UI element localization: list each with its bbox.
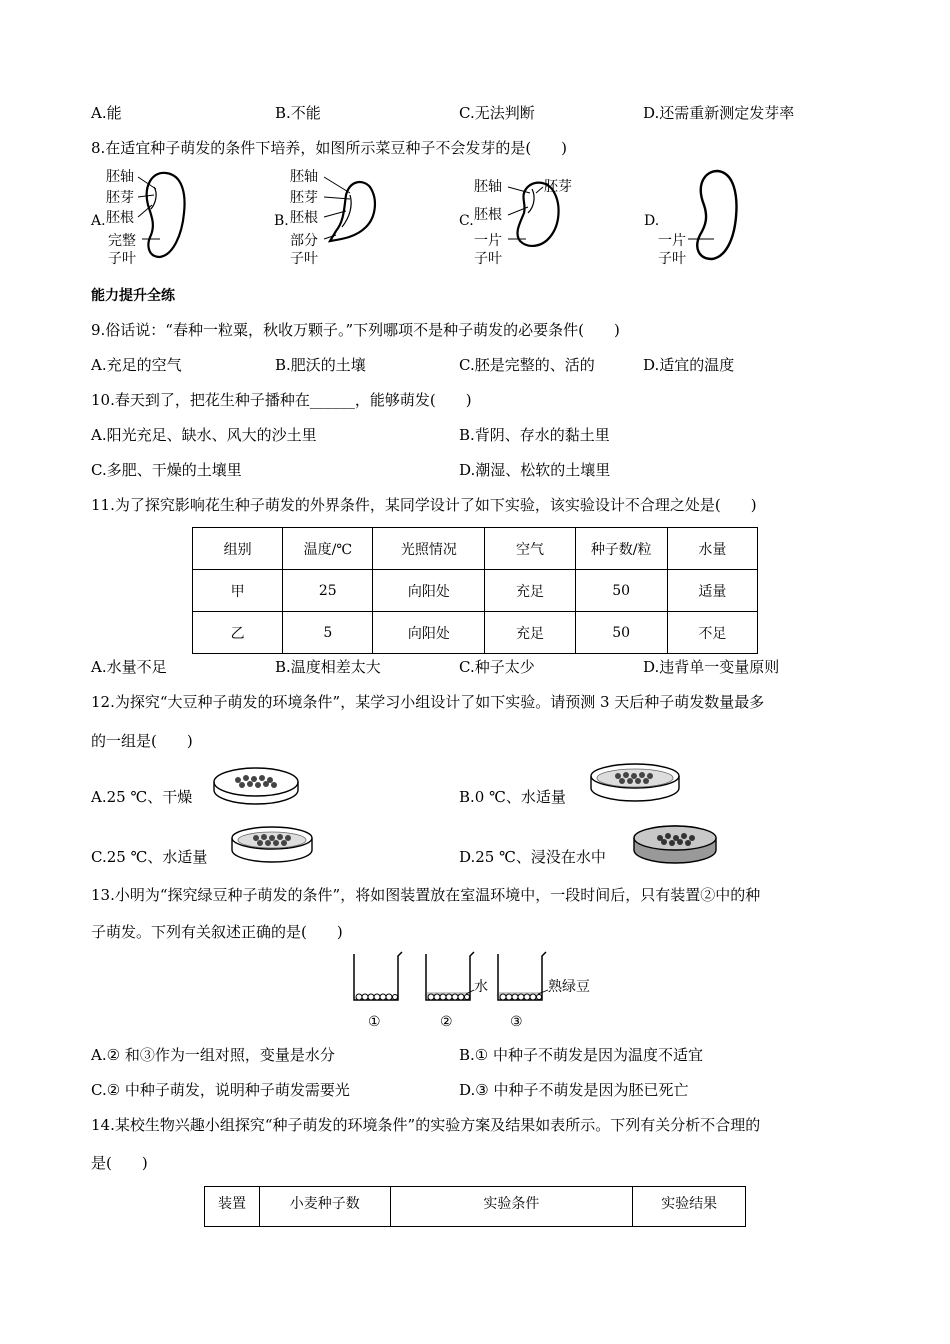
q11-option-b: B.温度相差太大 — [275, 658, 381, 676]
seed-a — [90, 169, 185, 267]
svg-text:部分: 部分 — [290, 233, 318, 249]
table-header-row: 装置 小麦种子数 实验条件 实验结果 — [205, 1187, 746, 1227]
q12-option-d: D.25 ℃、浸没在水中 — [459, 848, 606, 866]
seed-a-letter: A. — [91, 213, 106, 229]
q10-option-c: C.多肥、干燥的土壤里 — [91, 461, 242, 479]
beaker-2-icon — [426, 952, 474, 1000]
q9-option-c: C.胚是完整的、活的 — [459, 356, 595, 374]
svg-text:子叶: 子叶 — [658, 251, 686, 267]
svg-text:一片: 一片 — [658, 233, 686, 249]
q7-option-a: A.能 — [91, 104, 122, 122]
q7-option-b: B.不能 — [275, 104, 321, 122]
seed-b — [274, 169, 375, 267]
q12-stem-line2: 的一组是( ) — [91, 732, 193, 750]
svg-text:子叶: 子叶 — [108, 251, 136, 267]
svg-text:D.: D. — [644, 213, 660, 229]
q8-stem: 8.在适宜种子萌发的条件下培养，如图所示菜豆种子不会发芽的是( ) — [91, 139, 568, 157]
svg-text:胚根: 胚根 — [290, 210, 318, 226]
q7-option-c: C.无法判断 — [459, 104, 535, 122]
beaker-3-icon — [498, 952, 548, 1000]
table-header-row: 组别 温度/℃ 光照情况 空气 种子数/粒 水量 — [193, 528, 758, 570]
q10-option-a: A.阳光充足、缺水、风大的沙土里 — [91, 426, 317, 444]
q13-option-c: C.② 中种子萌发，说明种子萌发需要光 — [91, 1081, 350, 1099]
table-row: 甲 25 向阳处 充足 50 适量 — [193, 570, 758, 612]
q12-option-c: C.25 ℃、水适量 — [91, 848, 208, 866]
q9-option-b: B.肥沃的土壤 — [275, 356, 366, 374]
q12-stem-line1: 12.为探究“大豆种子萌发的环境条件”，某学习小组设计了如下实验。请预测 3 天后种子萌发数量最多 — [91, 693, 765, 711]
q11-table — [192, 527, 758, 654]
q13-stem-line2: 子萌发。下列有关叙述正确的是( ) — [91, 923, 343, 941]
beaker-number-2: ② — [440, 1014, 453, 1030]
table-row: 乙 5 向阳处 充足 50 不足 — [193, 612, 758, 654]
q7-option-d: D.还需重新测定发芽率 — [643, 104, 795, 122]
q13-beakers-figure — [348, 950, 618, 1035]
q12-option-b: B.0 ℃、水适量 — [459, 788, 566, 806]
petri-dish-a-icon — [210, 762, 302, 806]
label-water: 水 — [474, 979, 488, 995]
petri-dish-b-icon — [586, 760, 684, 806]
svg-text:子叶: 子叶 — [474, 251, 502, 267]
q11-option-c: C.种子太少 — [459, 658, 535, 676]
svg-text:胚芽: 胚芽 — [544, 179, 572, 195]
svg-text:C.: C. — [459, 213, 474, 229]
q13-option-b: B.① 中种子不萌发是因为温度不适宜 — [459, 1046, 704, 1064]
q10-stem: 10.春天到了，把花生种子播种在______，能够萌发( ) — [91, 391, 472, 409]
q8-figure — [88, 165, 848, 270]
label-beans: 熟绿豆 — [548, 979, 590, 995]
seed-d — [644, 171, 736, 267]
q12-option-a: A.25 ℃、干燥 — [91, 788, 193, 806]
petri-dish-c-icon — [228, 822, 316, 866]
svg-text:完整: 完整 — [108, 233, 136, 249]
q11-stem: 11.为了探究影响花生种子萌发的外界条件，某同学设计了如下实验，该实验设计不合理之处是( ) — [91, 496, 757, 514]
beaker-number-3: ③ — [510, 1014, 523, 1030]
q11-option-d: D.违背单一变量原则 — [643, 658, 780, 676]
svg-text:胚轴: 胚轴 — [474, 179, 502, 195]
beaker-number-1: ① — [368, 1014, 381, 1030]
q9-stem: 9.俗话说：“春种一粒粟，秋收万颗子。”下列哪项不是种子萌发的必要条件( ) — [91, 321, 620, 339]
seed-c — [459, 179, 572, 267]
beaker-1-icon — [354, 952, 402, 1000]
svg-text:胚根: 胚根 — [106, 210, 134, 226]
section-title: 能力提升全练 — [91, 288, 175, 304]
svg-text:B.: B. — [274, 213, 289, 229]
q13-stem-line1: 13.小明为“探究绿豆种子萌发的条件”，将如图装置放在室温环境中，一段时间后，只有装置②中的种 — [91, 886, 761, 904]
q10-option-b: B.背阴、存水的黏土里 — [459, 426, 610, 444]
q10-option-d: D.潮湿、松软的土壤里 — [459, 461, 611, 479]
q9-option-a: A.充足的空气 — [91, 356, 182, 374]
svg-text:子叶: 子叶 — [290, 251, 318, 267]
svg-text:胚芽: 胚芽 — [290, 190, 318, 206]
q14-table — [204, 1186, 746, 1227]
svg-text:胚轴: 胚轴 — [106, 169, 134, 185]
q9-option-d: D.适宜的温度 — [643, 356, 735, 374]
svg-text:一片: 一片 — [474, 233, 502, 249]
svg-text:胚芽: 胚芽 — [106, 190, 134, 206]
q11-option-a: A.水量不足 — [91, 658, 167, 676]
q14-stem-line2: 是( ) — [91, 1154, 148, 1172]
svg-text:胚轴: 胚轴 — [290, 169, 318, 185]
q14-stem-line1: 14.某校生物兴趣小组探究“种子萌发的环境条件”的实验方案及结果如表所示。下列有关分析不合理的 — [91, 1116, 761, 1134]
svg-text:胚根: 胚根 — [474, 207, 502, 223]
q13-option-d: D.③ 中种子不萌发是因为胚已死亡 — [459, 1081, 689, 1099]
q13-option-a: A.② 和③作为一组对照，变量是水分 — [91, 1046, 335, 1064]
petri-dish-d-icon — [630, 822, 720, 868]
